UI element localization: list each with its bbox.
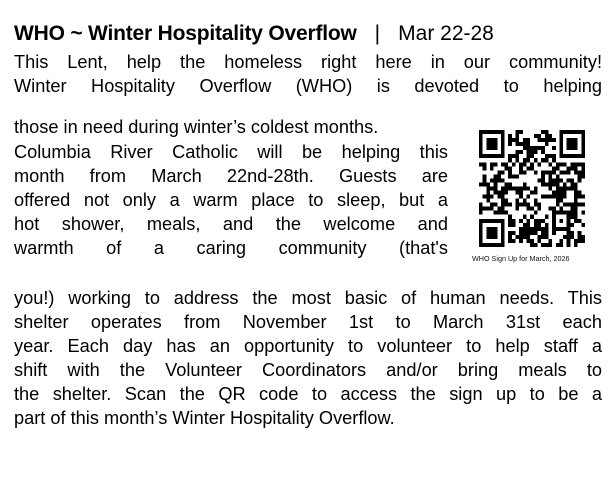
body-line: the shelter. Scan the QR code to access the sign up to be a (14, 384, 602, 404)
body-line: Winter Hospitality Overflow (WHO) is devoted to helping (14, 76, 602, 96)
body-line: part of this month’s Winter Hospitality Overflow. (14, 408, 395, 428)
body-line: This Lent, help the homeless right here in our community! (14, 52, 602, 72)
qr-block (472, 130, 592, 268)
event-dates: Mar 22-28 (398, 22, 494, 45)
body-line: year. Each day has an opportunity to volunteer to help staff a (14, 336, 602, 356)
body-line: warmth of a caring community (that's (14, 238, 448, 258)
body-line: offered not only a warm place to sleep, but a (14, 190, 448, 210)
qr-code-icon (479, 130, 585, 247)
body-line: you!) working to address the most basic of human needs. This (14, 288, 602, 308)
wrapped-paragraph (14, 115, 448, 260)
page-title: WHO ~ Winter Hospitality Overflow (14, 22, 357, 45)
qr-caption: WHO Sign Up for March, 2026 (472, 254, 570, 263)
intro-paragraph (14, 50, 602, 98)
body-line: Columbia River Catholic will be helping this (14, 142, 448, 162)
body-line: those in need during winter’s coldest months. (14, 117, 379, 137)
body-line: month from March 22nd-28th. Guests are (14, 166, 448, 186)
title-separator: | (374, 22, 381, 45)
closing-paragraph (14, 286, 602, 430)
body-line: shelter operates from November 1st to March 31st each (14, 312, 602, 332)
body-line: shift with the Volunteer Coordinators and/or bring meals to (14, 360, 602, 380)
body-line: hot shower, meals, and the welcome and (14, 214, 448, 234)
flyer-header (14, 20, 604, 48)
